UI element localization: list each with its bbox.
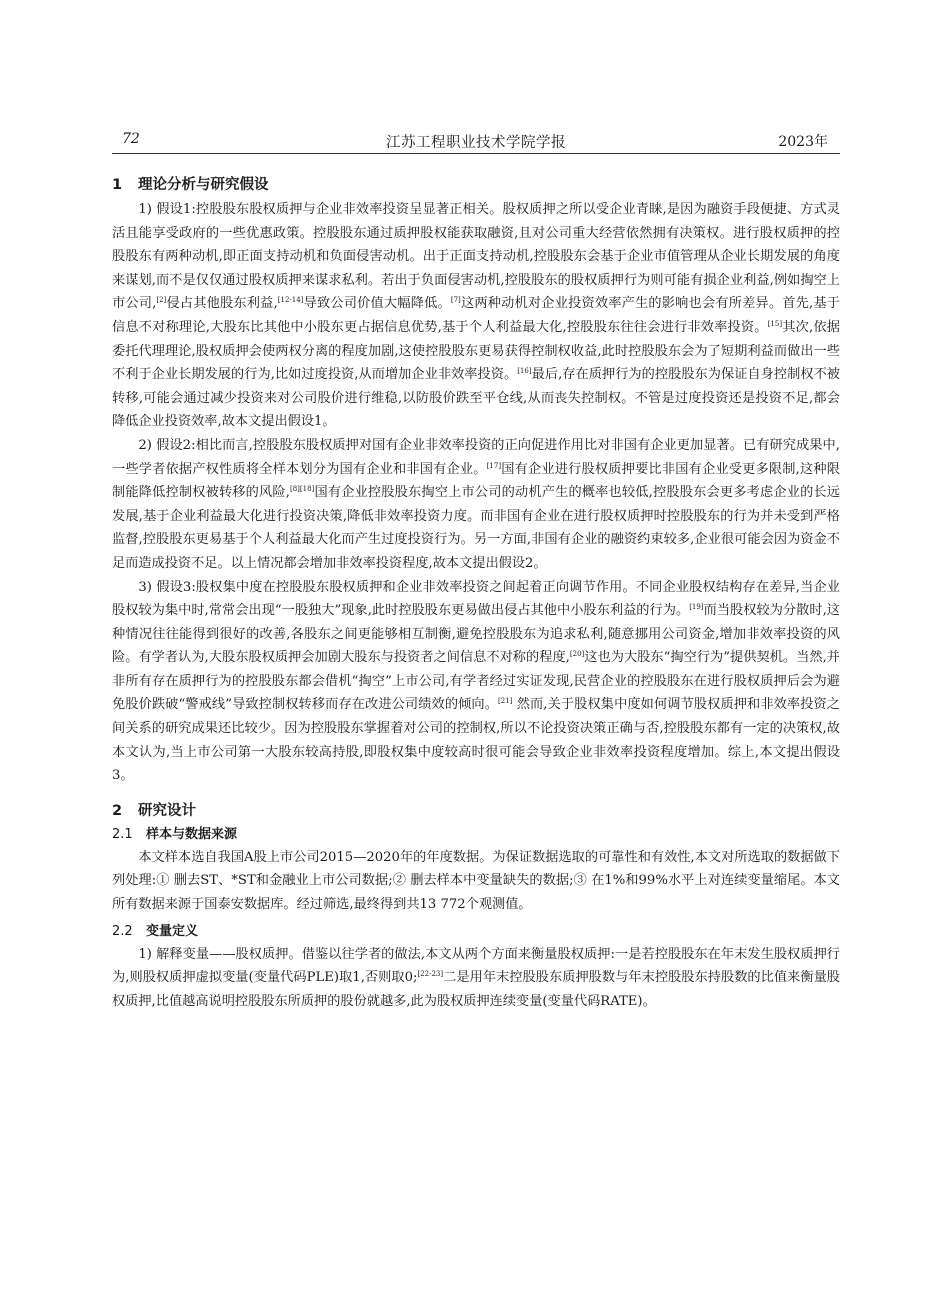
sample-data-paragraph: 本文样本选自我国A股上市公司2015—2020年的年度数据。为保证数据选取的可靠性和有效性,本文对所选取的数据做下列处理:① 删去ST、*ST和金融业上市公司数据;② 删去样本中变量缺失的数据;③ 在1%和99%水平上对连续变量缩尾。本文所有数据来源于国泰安数据库。经过筛选,最终得到共13 772个观测值。 <box>112 849 840 913</box>
section-number: 1 <box>112 177 123 193</box>
citation: [22-23] <box>417 970 444 979</box>
section-number: 2 <box>112 802 123 819</box>
subsection-title: 样本与数据来源 <box>146 826 238 842</box>
text-run: 而当股权较为分散时,这种情况往往能得到很好的改善,各股东之间更能够相互制衡,避免控股股东为追求私利,随意挪用公司资金,增加非效率投资的风险。有学者认为,大股东股权质押会加剧大股东与投资者之间信息不对称的程度, <box>112 603 840 666</box>
hypothesis-3-paragraph <box>112 576 840 788</box>
issue-year: 2023年 <box>778 134 828 150</box>
variable-definition-paragraph <box>112 943 840 1014</box>
text-run: 二是用年末控股股东质押股数与年末控股股东持股数的比值来衡量股权质押,比值越高说明控股股东所质押的股份就越多,此为股权质押连续变量(变量代码RATE)。 <box>112 970 840 1009</box>
section-title: 理论分析与研究假设 <box>138 177 269 193</box>
subsection-heading-2-2 <box>112 921 840 943</box>
citation: [12-14] <box>277 296 304 305</box>
text-run: 其次,依据委托代理理论,股权质押会使两权分离的程度加剧,这使控股股东更易获得控制权收益,此时控股股东会为了短期利益而做出一些不利于企业长期发展的行为,比如过度投资,从而增加企业非效率投资。 <box>112 319 840 383</box>
journal-title: 江苏工程职业技术学院学报 <box>386 135 566 151</box>
subsection-number: 2.2 <box>112 923 133 939</box>
text-run: 3) 假设3:股权集中度在控股股东股权质押和企业非效率投资之间起着正向调节作用。不同企业股权结构存在差异,当企业股权较为集中时,常常会出现“一股独大”现象,此时控股股东更易做出侵占其他中小股东利益的行为。 <box>112 579 840 619</box>
subsection-number: 2.1 <box>112 826 133 842</box>
hypothesis-1-paragraph <box>112 198 840 434</box>
citation: [20] <box>569 650 585 659</box>
text-run: 然而,关于股权集中度如何调节股权质押和非效率投资之间关系的研究成果还比较少。因为控股股东掌握着对公司的控制权,所以不论投资决策正确与否,控股股东都有一定的决策权,故本文认为,当上市公司第一大股东较高持股,即股权集中度较高时很可能会导致企业非效率投资程度增加。综上,本文提出假设3。 <box>112 697 840 784</box>
hypothesis-2-paragraph <box>112 434 840 576</box>
text-run: 2) 假设2:相比而言,控股股东股权质押对国有企业非效率投资的正向促进作用比对非国有企业更加显著。已有研究成果中,一些学者依据产权性质将全样本划分为国有企业和非国有企业。 <box>112 437 840 477</box>
section-heading-2 <box>112 798 840 824</box>
citation: [8][18] <box>289 485 315 494</box>
text-run: 侵占其他股东利益, <box>166 296 278 312</box>
subsection-heading-2-1 <box>112 824 840 846</box>
text-run: 最后,存在质押行为的控股股东为保证自身控制权不被转移,可能会通过减少投资来对公司股价进行维稳,以防股价跌至平仓线,从而丧失控制权。不管是过度投资还是投资不足,都会降低企业投资效率,故本文提出假设1。 <box>112 367 840 430</box>
citation: [7] <box>450 296 461 305</box>
citation: [15] <box>767 319 783 328</box>
text-run: 1) 假设1:控股股东股权质押与企业非效率投资呈显著正相关。股权质押之所以受企业青睐,是因为融资手段便捷、方式灵活且能享受政府的一些优惠政策。控股股东通过质押股权能获取融资,且对公司重大经营依然拥有决策权。进行股权质押的控股股东有两种动机,即正面支持动机和负面侵害动机。出于正面支持动机,控股股东会基于企业市值管理从企业长期发展的角度来谋划,而不是仅仅通过股权质押来谋求私利。若出于负面侵害动机,控股股东的股权质押行为则可能有损企业利益,例如掏空上市公司, <box>112 202 840 312</box>
text-run: 国有企业控股股东掏空上市公司的动机产生的概率也较低,控股股东会更多考虑企业的长远发展,基于企业利益最大化进行投资决策,降低非效率投资力度。而非国有企业在进行股权质押时控股股东的行为并未受到严格监督,控股股东更易基于个人利益最大化而产生过度投资行为。另一方面,非国有企业的融资约束较多,企业很可能会因为资金不足而造成投资不足。以上情况都会增加非效率投资程度,故本文提出假设2。 <box>112 485 840 571</box>
text-run: 1) 解释变量——股权质押。借鉴以往学者的做法,本文从两个方面来衡量股权质押:一是若控股股东在年末发生股权质押行为,则股权质押虚拟变量(变量代码PLE)取1,否则取0; <box>112 946 840 986</box>
section-title: 研究设计 <box>138 802 196 819</box>
page-number: 72 <box>122 131 140 147</box>
citation: [2] <box>156 296 167 305</box>
subsection-title: 变量定义 <box>146 923 199 939</box>
text-run: 这也为大股东“掏空行为”提供契机。当然,并非所有存在质押行为的控股股东都会借机“掏空”上市公司,有学者经过实证发现,民营企业的控股股东在进行股权质押后会为避免股价跌破“警戒线”导致控制权转移而存在改进公司绩效的倾向。 <box>112 650 840 713</box>
citation: [19] <box>689 603 704 612</box>
running-header <box>112 131 840 154</box>
citation: [16] <box>517 367 532 376</box>
text-run: 国有企业进行股权质押要比非国有企业受更多限制,这种限制能降低控制权被转移的风险, <box>112 461 840 501</box>
section-heading-1 <box>112 172 840 198</box>
text-run: 这两种动机对企业投资效率产生的影响也会有所差异。首先,基于信息不对称理论,大股东比其他中小股东更占据信息优势,基于个人利益最大化,控股股东往往会进行非效率投资。 <box>112 296 840 335</box>
article-body <box>112 172 840 1013</box>
citation: [21] <box>498 697 513 706</box>
citation: [17] <box>486 461 502 470</box>
text-run: 导致公司价值大幅降低。 <box>303 296 451 312</box>
